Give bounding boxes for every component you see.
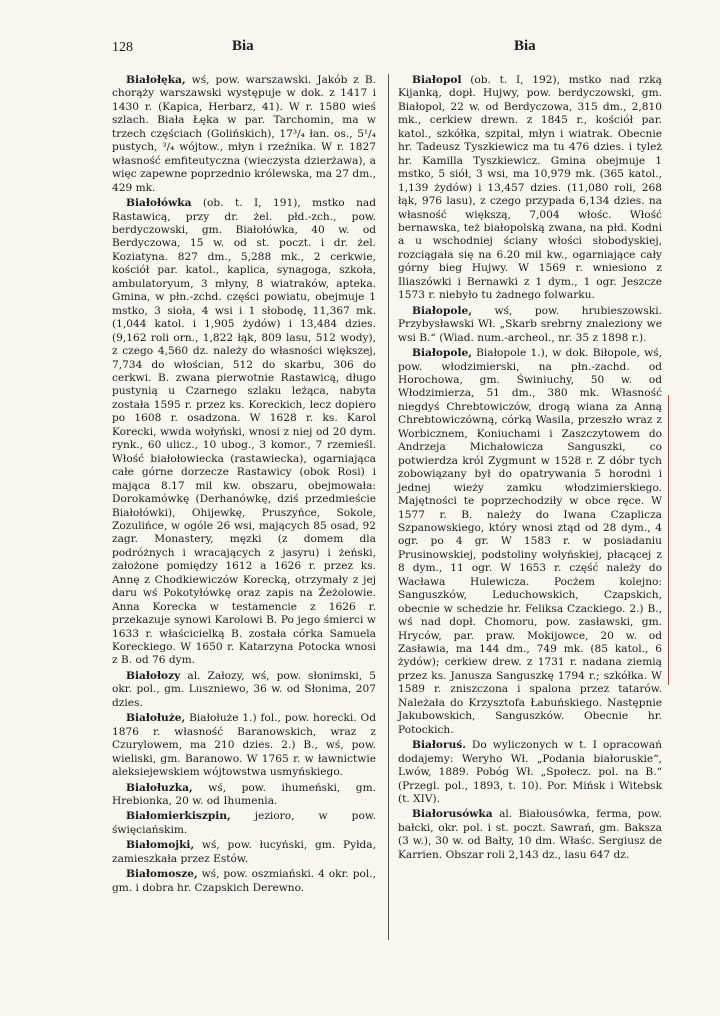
page-number: 128 [112, 40, 133, 55]
running-head-right: Bia [514, 38, 536, 54]
entry-headword: Białopole, [412, 347, 472, 360]
dictionary-entry [112, 712, 376, 779]
dictionary-entry [112, 670, 376, 710]
margin-mark [668, 395, 669, 685]
left-column [112, 74, 376, 897]
page-header [112, 38, 616, 60]
entry-headword: Białopole, [412, 304, 472, 317]
entry-headword: Białołuzka, [126, 781, 193, 794]
running-head-left: Bia [232, 38, 254, 54]
dictionary-entry [398, 739, 662, 806]
column-divider [388, 74, 389, 940]
entry-text: al. Białousówka, ferma, pow. bałcki, okr. pol. i st. poczt. Sawrań, gm. Bakszа (3 w.), 30 w. od Bałty, 10 dm. Właśc. Sergiusz de Karrien. Obszar roli 2,143 dz., lasu 647 dz. [398, 808, 662, 861]
entry-headword: Białołęka, [126, 74, 186, 86]
entry-text: wś, pow. warszawski. Jakób z B. chorąży warszawski występuje w dok. z 1417 i 1430 r. (Kapica, Herbarz, 41). W r. 1580 wieś szlach. Biała Łęka w par. Tarchomin, ma w trzech częściach (Golińskich), 17³/₄ łan. os., 5¹/₄ pustych, ³/₄ wójtow., młyn i rzeźnika. W r. 1827 własność emfiteutyczna (wieczysta dzierżawa), a więc zapewne poprzednio królewska, ma 27 dm., 429 mk. [112, 74, 376, 194]
entry-text: (ob. t. I, 192), mstko nad rzką Kijanką, dopł. Hujwy, pow. berdyczowski, gm. Białopol, 22 w. od Berdyczowa, 315 dm., 2,810 mk., cerkiew drewn. z 1845 r., kościół par. katol., szkółka, szpital, młyn i wiatrak. Obecnie hr. Tadeusz Tyszkiewicz ma tu 476 dzies. i tyleż hr. Kamilla Tyszkiewicz. Gmina obejmuje 1 mstko, 5 siół, 3 wsi, ma 10,979 mk. (365 katol., 1,139 żydów) i 13,457 dzies. (11,080 roli, 268 łąk, 976 lasu), z czego przypada 6,134 dzies. na własność większą, 7,004 włośc. Włość bernawska, też białopolską zwana, na płd. Kodni a u wschodniej ściany włości słobodyskiej, rozciągała się na 6.20 mil kw., ogarniające cały górny bieg Hujwy. W 1569 r. wniesiono z Iliaszówki i Bernawki z 1 dym., 1 ogr. Jeszcze 1573 r. niebyło tu żadnego folwarku. [398, 74, 662, 302]
entry-headword: Białoruś. [412, 739, 466, 752]
entry-text: wś, pow. hrubieszowski. Przybysławski Wł. „Skarb srebrny znaleziony we wsi B.“ (Wiad. num.-archeol., nr. 35 z 1898 r.). [398, 304, 662, 344]
entry-headword: Białołozy [126, 669, 181, 682]
dictionary-entry [398, 347, 662, 737]
dictionary-entry [398, 74, 662, 303]
dictionary-entry [398, 808, 662, 862]
entry-text: jezioro, w pow. święciańskim. [112, 810, 376, 836]
entry-text: wś, pow. ihumeński, gm. Hrebionka, 20 w. od Ihumenia. [112, 781, 376, 808]
entry-headword: Białopol [412, 74, 462, 86]
entry-headword: Białomosze, [126, 868, 198, 881]
dictionary-entry [112, 868, 376, 895]
dictionary-entry [112, 197, 376, 668]
entry-headword: Białołówka [126, 197, 192, 210]
entry-text: Białopole 1.), w dok. Biłopole, wś, pow. włodzimierski, na płn.-zachd. od Horochowa, gm. Świniuchy, 50 w. od Włodzimierza, 51 dm., 380 mk. Własność niegdyś Chrebtowiczów, drogą wiana za Anną Chrebtowiczówną, córką Wasila, przeszło wraz z Worbicznem, Koniuchami i Zaszczytowem do Andrzeja Michałowicza Sanguszki, co potwierdza król Zygmunt w 1528 r. Z dóbr tych zobowiązany był do opatrywania 5 horodni i jednej wieży zamku włodzimierskiego. Majętności te poprzechodziły w obce ręce. W 1577 r. B. należy do Iwana Czaplicza Szpanowskiego, który wnosi ztąd od 28 dym., 4 ogr. po 4 gr. W 1583 r. w posiadaniu Prusinowskiej, podstoliny wołyńskiej, płacącej z 8 dym., 11 ogr. W 1653 r. część należy do Wacława Hulewicza. Pocżem kolejno: Sanguszków, Leduchowskich, Czapskich, obecnie w schedzie hr. Feliksa Czackiego. 2.) B., wś nad dopł. Chomoru, pow. zasławski, gm. Hryców, par. praw. Mokijowce, 20 w. od Zasławia, ma 144 dm., 749 mk. (85 katol., 6 żydów); cerkiew drew. z 1731 r. nadana ziemią przez ks. Janusza Sanguszkę 1794 r.; szkółka. W 1589 r. zniszczona i spalona przez tatarów. Należała do Krzysztofa Łabuńskiego. Następnie Jakubowskich, Sanguszków. Obecnie hr. Potockich. [398, 347, 662, 736]
right-column [398, 74, 662, 864]
dictionary-entry [112, 810, 376, 837]
entry-headword: Białorusówka [412, 808, 493, 821]
dictionary-entry [112, 782, 376, 809]
entry-text: wś, pow. łucyński, gm. Pyłda, zamieszkała przez Estów. [112, 839, 376, 865]
entry-headword: Białomojki, [126, 839, 195, 852]
entry-headword: Białołuże, [126, 712, 186, 725]
dictionary-entry [112, 839, 376, 866]
entry-text: wś, pow. oszmiański. 4 okr. pol., gm. i dobra hr. Czapskich Derewno. [112, 868, 376, 894]
entry-headword: Białomierkiszpin, [126, 810, 231, 823]
entry-text: Białołuże 1.) fol., pow. horecki. Od 1876 r. własność Baranowskich, wraz z Czurylowem, ma 210 dzies. 2.) B., wś, pow. wieliski, gm. Baranowo. W 1765 r. w ławnictwie aleksiejewskiem wójtowstwa usmyńskiego. [112, 712, 376, 779]
entry-text: al. Załozy, wś, pow. słonimski, 5 okr. pol., gm. Luszniewo, 36 w. od Słonima, 207 dzies. [112, 669, 376, 709]
entry-text: Do wyliczonych w t. I opracowań dodajemy: Weryho Wł. „Podania białoruskie“, Lwów, 1889. Pobóg Wł. „Społecz. pol. na B.“ (Przegl. pol., 1893, t. 10). Por. Mińsk i Witebsk (t. XIV). [398, 739, 662, 806]
entry-text: (ob. t. I, 191), mstko nad Rastawicą, przy dr. żel. płd.-zch., pow. berdyczowski, gm. Białołówka, 40 w. od Berdyczowa, 15 w. od st. poczt. i dr. żel. Koziatyna. 827 dm., 5,288 mk., 2 cerkwie, kościół par. katol., kaplica, synagoga, szkoła, ambulatoryum, 3 młyny, 8 wiatraków, apteka. Gmina, w płn.-zchd. części powiatu, obejmuje 1 mstko, 3 sioła, 4 wsi i 1 słobodę, 11,367 mk. (1,044 katol. i 1,905 żydów) i 13,484 dzies. (9,162 roli orn., 1,822 łąk, 809 lasu, 512 wody), z czego 4,560 dz. należy do własności większej, 7,734 do włościan, 512 do skarbu, 306 do cerkwi. B. zwana pierwotnie Rastawicą, długo pustynią u Czarnego szlaku leżąca, nabyta została 1595 r. przez ks. Koreckich, lecz dopiero po 1608 r. osadzona. W 1628 r. ks. Karol Korecki, wwda wołyński, wnosi z niej od 20 dym. rynk., 60 ulicz., 10 ubog., 3 komor., 7 rzemieśl. Włość białołowiecka (rastawiecka), ogarniająca całe górne dorzecze Rastawicy (obok Rosi) i mająca 8.17 mil kw. obszaru, obejmowała: Dorokamówkę (Derhanówkę, dziś przedmieście Białołówki), Ohijewkę, Pruszyńce, Sokole, Zozulińce, w ogóle 26 wsi, mających 85 osad, 92 zagr. Monastery, męzki (z domem dla podróżnych i wracających z jasyru) i żeński, założone pomiędzy 1612 a 1626 r. przez ks. Annę z Chodkiewiczów Korecką, otrzymały z jej daru wś Pokotyłówkę oraz zapis na Żeżolowie. Anna Korecka w testamencie z 1626 r. przekazuje synowi Karolowi B. Po jego śmierci w 1633 r. właścicielką B. została córka Samuela Koreckiego. W 1650 r. Katarzyna Potocka wnosi z B. od 76 dym. [112, 197, 376, 667]
dictionary-entry [398, 305, 662, 345]
dictionary-entry [112, 74, 376, 195]
